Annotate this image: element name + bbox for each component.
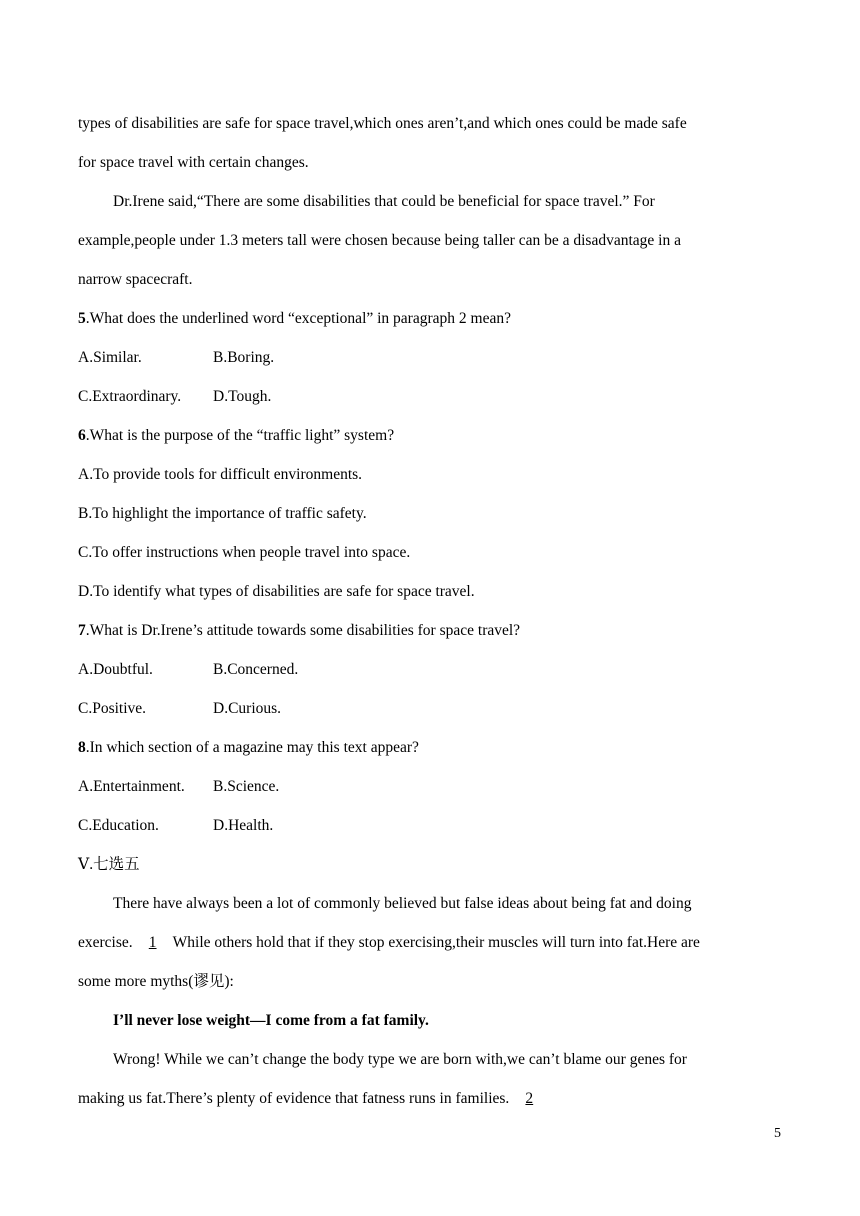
option-c: C.Positive. <box>78 700 147 717</box>
option-d: D.Curious. <box>213 700 282 717</box>
option-c: C.Education. <box>78 817 159 834</box>
passage-line <box>78 933 700 953</box>
question-stem: .What is Dr.Irene’s attitude towards some disabilities for space travel? <box>85 622 521 639</box>
passage-line: Wrong! While we can’t change the body type we are born with,we can’t blame our genes for <box>113 1051 687 1068</box>
option-b: B.To highlight the importance of traffic safety. <box>78 505 367 522</box>
passage-line: for space travel with certain changes. <box>78 154 309 171</box>
options-row <box>78 699 282 719</box>
question-8 <box>78 738 419 758</box>
blank-1: 1 <box>148 934 157 951</box>
option-d: D.Health. <box>213 817 274 834</box>
passage-text: While others hold that if they stop exercising,their muscles will turn into fat.Here are <box>172 934 700 951</box>
passage-line: Dr.Irene said,“There are some disabilities that could be beneficial for space travel.” For <box>113 193 655 210</box>
question-number: 7 <box>78 622 86 639</box>
options-row <box>78 777 280 797</box>
passage-line: some more myths(谬见): <box>78 973 234 990</box>
option-d: D.Tough. <box>213 388 272 405</box>
page-number: 5 <box>774 1126 781 1141</box>
option-c: C.Extraordinary. <box>78 388 182 405</box>
question-stem: .What is the purpose of the “traffic light” system? <box>85 427 395 444</box>
options-row <box>78 387 272 407</box>
option-a: A.Entertainment. <box>78 778 185 795</box>
question-number: 6 <box>78 427 86 444</box>
option-a: A.Doubtful. <box>78 661 153 678</box>
option-d: D.To identify what types of disabilities are safe for space travel. <box>78 583 475 600</box>
passage-text: making us fat.There’s plenty of evidence that fatness runs in families. <box>78 1090 510 1107</box>
passage-line: There have always been a lot of commonly believed but false ideas about being fat and doing <box>113 895 692 912</box>
question-7 <box>78 621 520 641</box>
section-heading: Ⅴ.七选五 <box>78 856 140 873</box>
options-row <box>78 660 299 680</box>
option-b: B.Science. <box>213 778 280 795</box>
option-b: B.Boring. <box>213 349 275 366</box>
passage-line: types of disabilities are safe for space travel,which ones aren’t,and which ones could be made safe <box>78 115 687 132</box>
question-stem: .In which section of a magazine may this text appear? <box>85 739 419 756</box>
passage-line <box>78 1089 549 1109</box>
passage-line: narrow spacecraft. <box>78 271 193 288</box>
blank-2: 2 <box>525 1090 534 1107</box>
options-row <box>78 816 274 836</box>
question-6 <box>78 426 394 446</box>
option-b: B.Concerned. <box>213 661 299 678</box>
question-number: 8 <box>78 739 86 756</box>
passage-text: exercise. <box>78 934 133 951</box>
option-a: A.To provide tools for difficult environments. <box>78 466 363 483</box>
question-stem: .What does the underlined word “exceptional” in paragraph 2 mean? <box>85 310 511 327</box>
question-5 <box>78 309 511 329</box>
option-a: A.Similar. <box>78 349 142 366</box>
options-row <box>78 348 275 368</box>
subheading: I’ll never lose weight—I come from a fat family. <box>113 1012 429 1029</box>
question-number: 5 <box>78 310 86 327</box>
passage-line: example,people under 1.3 meters tall were chosen because being taller can be a disadvantage in a <box>78 232 681 249</box>
option-c: C.To offer instructions when people travel into space. <box>78 544 411 561</box>
